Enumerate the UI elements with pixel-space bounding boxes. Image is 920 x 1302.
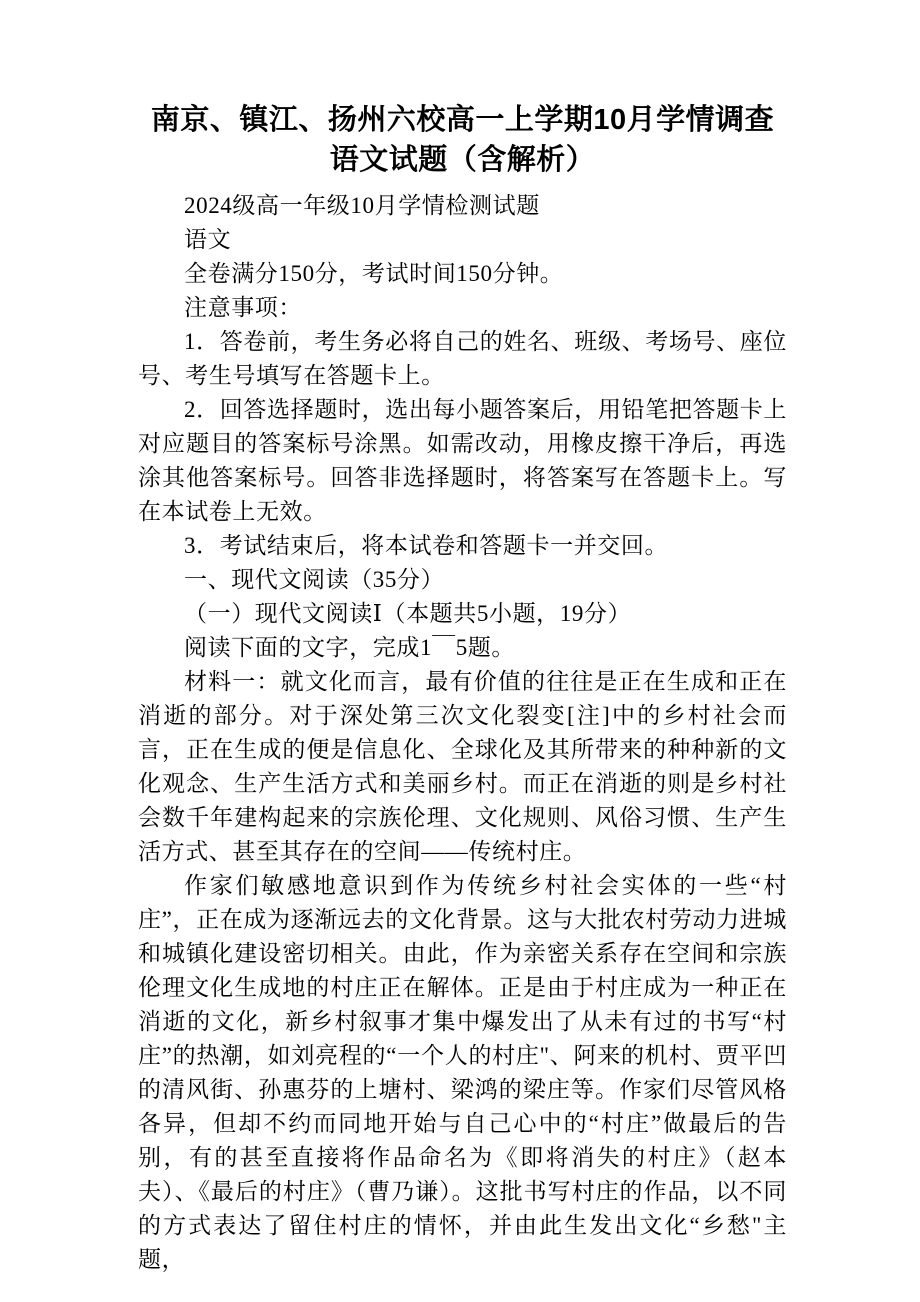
paragraph-notice-heading: 注意事项： — [184, 295, 302, 320]
paragraph-exam-session: 2024级高一年级10月学情检测试题 — [184, 193, 540, 218]
paragraph-material-one-part-2: 作家们敏感地意识到作为传统乡村社会实体的一些“村庄”，正在成为逐渐远去的文化背景。这与大批农村劳动力进城和城镇化建设密切相关。由此，作为亲密关系存在空间和宗族伦理文化生成地的村庄正在解体。正是由于村庄成为一种正在消逝的文化，新乡村叙事才集中爆发出了从未有过的书写“村庄”的热潮，如刘亮程的“一个人的村庄"、阿来的机村、贾平凹的清风街、孙惠芬的上塘村、梁鸿的梁庄等。作家们尽管风格各异，但却不约而同地开始与自己心中的“村庄”做最后的告别，有的甚至直接将作品命名为《即将消失的村庄》（赵本夫）、《最后的村庄》（曹乃谦）。这批书写村庄的作品，以不同的方式表达了留住村庄的情怀，并由此生发出文化“乡愁"主题， — [138, 873, 787, 1272]
paragraph-reading-instruction: 阅读下面的文字，完成1￣5题。 — [184, 635, 515, 660]
paragraph-score-duration: 全卷满分150分，考试时间150分钟。 — [184, 261, 564, 286]
document-title: 南京、镇江、扬州六校高一上学期10月学情调查语文试题（含解析） — [150, 104, 775, 176]
paragraph-material-one-part-1: 材料一：就文化而言，最有价值的往往是正在生成和正在消逝的部分。对于深处第三次文化裂变[注]中的乡村社会而言，正在生成的便是信息化、全球化及其所带来的种种新的文化观念、生产生活方式和美丽乡村。而正在消逝的则是乡村社会数千年建构起来的宗族伦理、文化规则、风俗习惯、生产生活方式、甚至其存在的空间——传统村庄。 — [138, 669, 787, 864]
paragraph-section-one-heading: 一、现代文阅读（35分） — [184, 567, 445, 592]
paragraph-notice-item-3: 3．考试结束后，将本试卷和答题卡一并交回。 — [184, 533, 669, 558]
paragraph-notice-item-2: 2．回答选择题时，选出每小题答案后，用铅笔把答题卡上对应题目的答案标号涂黑。如需改动，用橡皮擦干净后，再选涂其他答案标号。回答非选择题时，将答案写在答题卡上。写在本试卷上无效。 — [138, 397, 787, 524]
paragraph-notice-item-1: 1．答卷前，考生务必将自己的姓名、班级、考场号、座位号、考生号填写在答题卡上。 — [138, 329, 787, 388]
paragraph-subsection-one-heading: （一）现代文阅读Ⅰ（本题共5小题，19分） — [184, 601, 632, 626]
paragraph-subject-label: 语文 — [184, 227, 232, 252]
